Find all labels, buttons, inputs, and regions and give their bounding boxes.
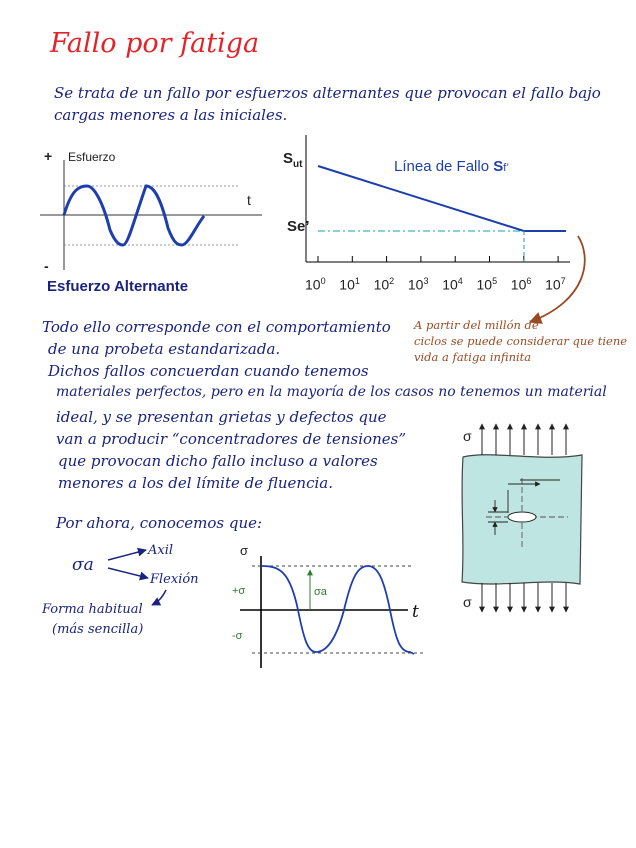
- arrow-to-axil: [108, 550, 146, 560]
- body-line-4: materiales perfectos, pero en la mayoría de los casos no tenemos un material: [56, 384, 607, 400]
- annotation-line-2: ciclos se puede considerar que tiene: [414, 334, 628, 348]
- sn-ticks: [318, 256, 558, 262]
- intro-line-1: Se trata de un fallo por esfuerzos alternantes que provocan el fallo bajo: [54, 84, 601, 102]
- sn-tick-label-1: $10^1$: [339, 276, 360, 293]
- stress-caption: Esfuerzo Alternante: [47, 278, 189, 295]
- sn-tick-label-3: $10^3$: [407, 276, 429, 293]
- annotation-line-3: vida a fatiga infinita: [414, 350, 532, 364]
- body-line-7: que provocan dicho fallo incluso a valores: [58, 452, 378, 470]
- axil-label: Axil: [148, 543, 174, 558]
- annotation-arrow: [530, 236, 585, 322]
- body-line-2: de una probeta estandarizada.: [48, 340, 281, 358]
- body-line-6: van a producir “concentradores de tensiones”: [56, 430, 406, 448]
- plate-sigma-top: σ: [463, 428, 472, 444]
- sut-label: $S_{ut}$: [283, 150, 303, 170]
- stress-plot: [40, 160, 262, 270]
- page-title: Fallo por fatiga: [50, 28, 260, 59]
- sine-sigma: σ: [240, 543, 249, 558]
- stress-ylabel: Esfuerzo: [68, 150, 116, 164]
- forma-line-2: (más sencilla): [52, 622, 144, 637]
- body-line-8: menores a los del límite de fluencia.: [58, 474, 334, 492]
- sine-plus: +σ: [232, 585, 246, 597]
- arrow-to-forma: [152, 590, 166, 605]
- arrow-to-flexion: [108, 568, 148, 578]
- failure-line: [318, 166, 524, 231]
- sn-plot: [306, 135, 570, 262]
- sn-tick-label-5: $10^5$: [476, 276, 498, 293]
- sigma-a-label: σa: [72, 555, 94, 575]
- now-text: Por ahora, conocemos que:: [56, 514, 263, 532]
- stress-xlabel: t: [247, 192, 251, 208]
- forma-line-1: Forma habitual: [42, 602, 143, 617]
- body-line-5: ideal, y se presentan grietas y defectos que: [56, 408, 387, 426]
- body-line-3: Dichos fallos concuerdan cuando tenemos: [48, 362, 369, 380]
- stress-plus: +: [44, 148, 53, 164]
- se-label: Se’: [287, 218, 310, 235]
- stress-minus: -: [44, 258, 49, 274]
- sn-tick-label-4: $10^4$: [442, 276, 463, 293]
- intro-line-2: cargas menores a las iniciales.: [54, 106, 288, 124]
- sn-tick-label-0: $10^0$: [305, 276, 326, 293]
- sine-plot: [240, 556, 424, 668]
- body-line-1: Todo ello corresponde con el comportamiento: [42, 318, 391, 336]
- plate-diagram: [462, 424, 582, 612]
- sn-tick-label-7: $10^7$: [545, 276, 566, 293]
- failure-line-label: Línea de Fallo Sf’: [394, 158, 509, 175]
- sine-t: t: [412, 602, 419, 622]
- crack-ellipse: [508, 512, 536, 522]
- sn-tick-label-6: $10^6$: [510, 276, 532, 293]
- flexion-label: Flexión: [150, 572, 199, 587]
- sine-minus: -σ: [232, 630, 243, 642]
- annotation-line-1: A partir del millón de: [414, 318, 539, 332]
- sn-tick-label-2: $10^2$: [373, 276, 395, 293]
- sine-sa: σa: [314, 586, 327, 598]
- plate-sigma-bottom: σ: [463, 594, 472, 610]
